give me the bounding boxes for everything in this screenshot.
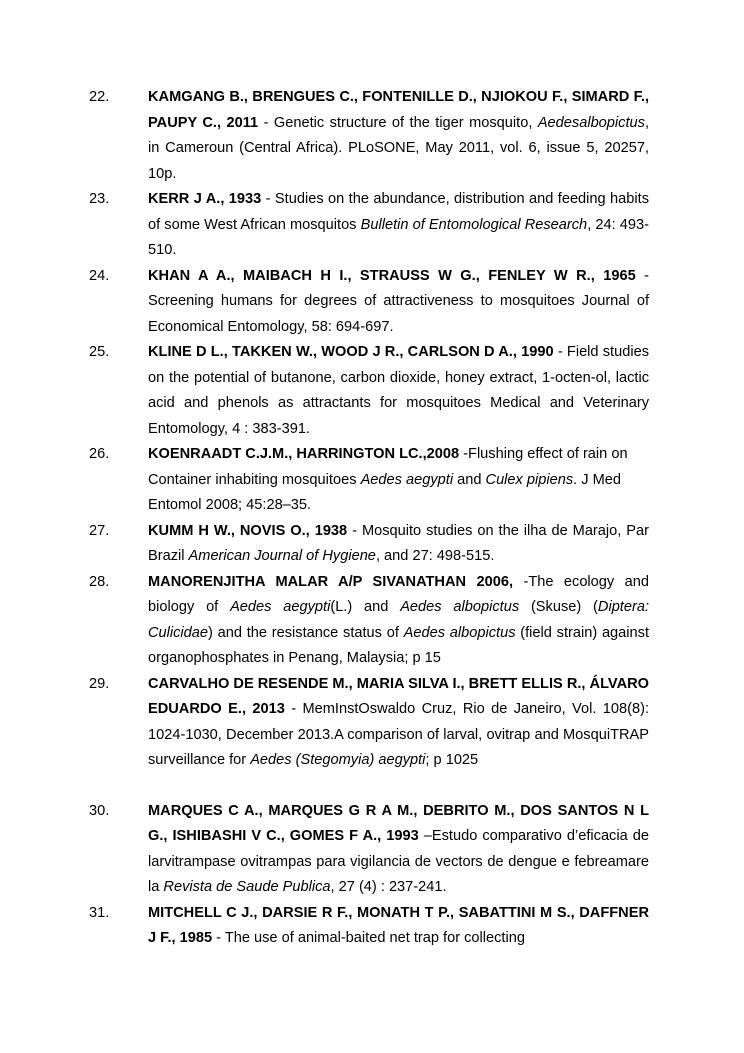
reference-authors: CARVALHO DE RESENDE M., MARIA SILVA I., BRETT ELLIS R., ÁLVARO EDUARDO E., 2013 xyxy=(148,675,649,717)
reference-number: 28. xyxy=(89,573,110,590)
reference-text xyxy=(148,85,649,187)
reference-italic-text: Aedes aegypti xyxy=(360,471,454,488)
reference-entry xyxy=(0,570,744,672)
reference-citation-text: (L.) and xyxy=(330,599,401,615)
reference-authors: MARQUES C A., MARQUES G R A M., DEBRITO M., DOS SANTOS N L G., ISHIBASHI V C., GOMES F A., 1993 xyxy=(148,802,649,844)
reference-text xyxy=(148,901,649,952)
reference-citation-text: ; p 1025 xyxy=(425,752,479,768)
reference-authors: MITCHELL C J., DARSIE R F., MONATH T P., SABATTINI M S., DAFFNER J F., 1985 xyxy=(148,904,649,946)
reference-italic-text: Aedes aegypti xyxy=(230,599,331,615)
reference-number: 24. xyxy=(89,267,110,284)
reference-citation-text: , 24: 493-510. xyxy=(148,216,649,258)
reference-number: 26. xyxy=(89,446,110,462)
reference-number: 25. xyxy=(89,344,110,360)
reference-italic-text: Culex pipiens xyxy=(485,471,574,488)
reference-citation-text: , in Cameroun (Central Africa). PLoSONE, May 2011, vol. 6, issue 5, 20257, 10p. xyxy=(148,114,649,182)
reference-citation-text: (field strain) against organophosphates in Penang, Malaysia; p 15 xyxy=(148,624,650,666)
reference-entry xyxy=(0,340,744,442)
reference-authors: KOENRAADT C.J.M., HARRINGTON LC.,2008 xyxy=(148,446,460,462)
reference-entry xyxy=(0,442,744,519)
reference-citation-text: ) and the resistance status of xyxy=(208,624,404,641)
reference-italic-text: Revista de Saude Publica xyxy=(163,879,331,895)
reference-text xyxy=(148,187,649,264)
reference-italic-text: Bulletin of Entomological Research xyxy=(360,216,588,233)
reference-italic-text: Diptera: Culicidae xyxy=(148,599,650,641)
reference-number: 30. xyxy=(89,802,110,819)
reference-list xyxy=(0,85,744,952)
reference-citation-text: , and 27: 498-515. xyxy=(375,548,495,564)
reference-text xyxy=(148,570,649,672)
reference-authors: KUMM H W., NOVIS O., 1938 xyxy=(148,522,348,539)
reference-italic-text: Aedes (Stegomyia) aegypti xyxy=(250,752,426,768)
reference-citation-text: . J Med Entomol 2008; 45:28–35. xyxy=(148,471,622,513)
reference-citation-text: (Skuse) ( xyxy=(519,599,598,615)
reference-citation-text: –Estudo comparativo d’eficacia de larvitrampase ovitrampas para vigilancia de vectors de dengue e febreamare la xyxy=(148,828,649,895)
reference-number: 23. xyxy=(89,191,110,207)
reference-entry xyxy=(0,672,744,774)
reference-entry xyxy=(0,187,744,264)
reference-citation-text: - MemInstOswaldo Cruz, Rio de Janeiro, Vol. 108(8): 1024-1030, December 2013.A comparison of larval, ovitrap and MosquiTRAP surveillance for xyxy=(148,701,649,768)
reference-number: 29. xyxy=(89,675,110,692)
reference-text xyxy=(148,340,649,442)
reference-authors: MANORENJITHA MALAR A/P SIVANATHAN 2006, xyxy=(148,573,514,590)
reference-citation-text: , 27 (4) : 237-241. xyxy=(330,879,447,895)
reference-authors: KLINE D L., TAKKEN W., WOOD J R., CARLSON D A., 1990 xyxy=(148,344,554,360)
reference-authors: KAMGANG B., BRENGUES C., FONTENILLE D., NJIOKOU F., SIMARD F., PAUPY C., 2011 xyxy=(148,89,649,131)
reference-citation-text: and xyxy=(453,471,486,488)
reference-text xyxy=(148,519,649,570)
reference-entry xyxy=(0,519,744,570)
reference-number: 22. xyxy=(89,89,110,105)
reference-text xyxy=(148,442,649,519)
reference-citation-text: - Genetic structure of the tiger mosquito, xyxy=(258,114,538,131)
reference-text xyxy=(148,672,649,774)
reference-citation-text: - Studies on the abundance, distribution and feeding habits of some West African mosquitos xyxy=(148,191,649,233)
reference-entry xyxy=(0,901,744,952)
reference-number: 27. xyxy=(89,522,110,539)
reference-authors: KHAN A A., MAIBACH H I., STRAUSS W G., FENLEY W R., 1965 xyxy=(148,267,636,284)
reference-authors: KERR J A., 1933 xyxy=(148,191,262,207)
reference-citation-text: -The ecology and biology of xyxy=(148,573,649,615)
reference-citation-text: -Flushing effect of rain on Container inhabiting mosquitoes xyxy=(148,446,628,488)
reference-italic-text: American Journal of Hygiene xyxy=(188,548,376,564)
reference-italic-text: Aedes albopictus xyxy=(403,624,516,641)
reference-entry xyxy=(0,85,744,187)
reference-text xyxy=(148,799,649,901)
reference-number: 31. xyxy=(89,904,110,921)
reference-italic-text: Aedes albopictus xyxy=(400,599,520,615)
reference-citation-text: - Screening humans for degrees of attractiveness to mosquitoes Journal of Economical Entomology, 58: 694-697. xyxy=(148,267,649,335)
reference-text xyxy=(148,264,649,341)
reference-citation-text: - The use of animal-baited net trap for collecting xyxy=(212,930,525,946)
reference-entry xyxy=(0,264,744,341)
reference-entry xyxy=(0,799,744,901)
reference-citation-text: - Field studies on the potential of butanone, carbon dioxide, honey extract, 1-octen-ol, lactic acid and phenols as attractants for mosquitoes Medical and Veterinary Entomology, 4 : 383-391. xyxy=(148,344,649,437)
reference-citation-text: - Mosquito studies on the ilha de Marajo, Par Brazil xyxy=(148,522,649,564)
reference-italic-text: Aedesalbopictus xyxy=(537,114,645,131)
